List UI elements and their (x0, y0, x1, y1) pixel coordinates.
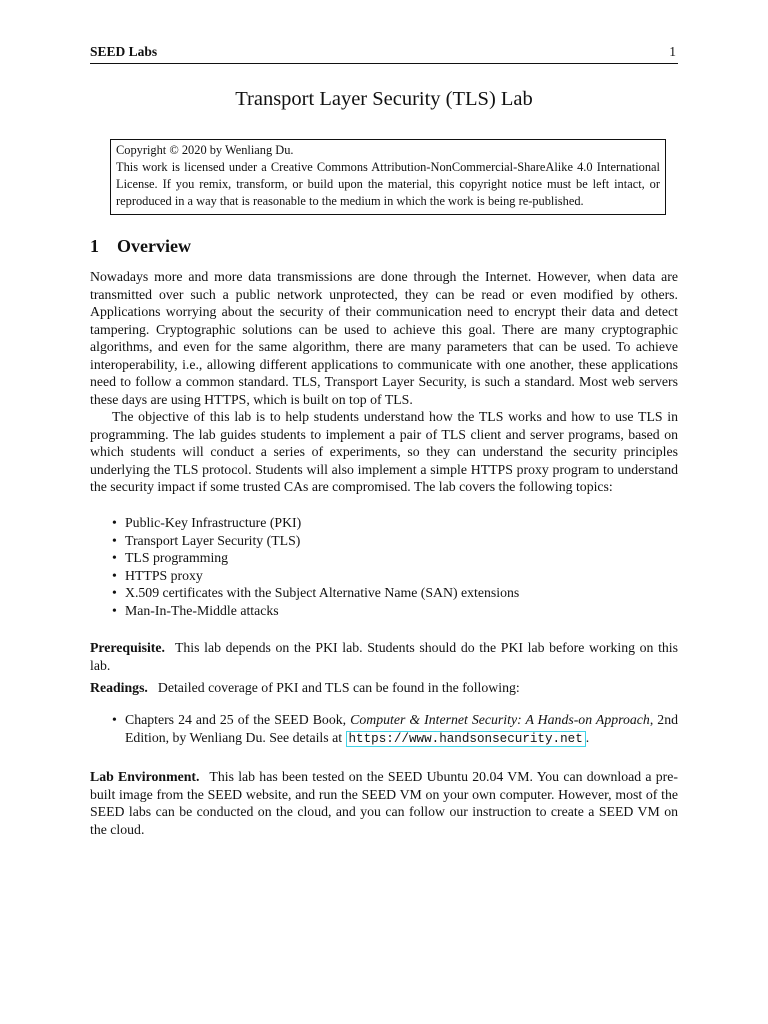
list-item (90, 602, 678, 620)
readings-label: Readings. (90, 680, 148, 695)
bullet-icon: • (112, 602, 117, 618)
readings-list (90, 711, 678, 748)
bullet-icon: • (112, 532, 117, 548)
bullet-icon: • (112, 515, 117, 530)
reading-suffix: , 2nd Edition, by Wenliang Du. See details at (125, 712, 679, 745)
list-item (90, 549, 678, 567)
page-header (90, 44, 678, 62)
reading-end: . (585, 729, 590, 745)
environment-label: Lab Environment. (90, 769, 200, 784)
overview-paragraph-1: Nowadays more and more data transmissions are done through the Internet. However, when data are transmitted over such a public network unprotected, they can be read or even modified by others. Applications worrying about the security of their communication need to encrypt their data and detect tampering. Cryptographic solutions can be used to achieve this goal. There are many cryptographic algorithms, and even for the same algorithm, there are many parameters that can be used. To achieve interoperability, i.e., allowing different applications to communicate with one another, these applications need to follow a common standard. TLS, Transport Layer Security, is such a standard. Most web servers these days are using HTTPS, which is built on top of TLS. (90, 269, 678, 407)
environment-paragraph (90, 768, 678, 838)
list-item (90, 567, 678, 585)
bullet-icon: • (112, 567, 117, 583)
list-item-text: Public-Key Infrastructure (PKI) (125, 515, 302, 530)
bullet-icon: • (112, 712, 117, 727)
book-title: Computer & Internet Security: A Hands-on Approach (350, 712, 650, 727)
overview-paragraph-2: The objective of this lab is to help students understand how the TLS works and how to use TLS in programming. The lab guides students to implement a pair of TLS client and server programs, based on which students will conduct a series of experiments, so they can understand the security principles underlying the TLS protocol. Students will also implement a simple HTTPS proxy program to understand the security impact if some trusted CAs are compromised. The lab covers the following topics: (90, 409, 678, 494)
section-heading (90, 236, 191, 257)
header-rule (90, 63, 678, 64)
book-website-link[interactable]: https://www.handsonsecurity.net (346, 731, 586, 747)
copyright-box (110, 139, 666, 215)
header-title: SEED Labs (90, 44, 158, 59)
topics-list-container (90, 514, 678, 619)
prerequisite-label: Prerequisite. (90, 640, 165, 655)
license-text: This work is licensed under a Creative Commons Attribution-NonCommercial-ShareAlike 4.0 International License. If you remix, transform, or build upon the material, this copyright notice must be left intact, or reproduced in a way that is reasonable to the medium in which the work is being re-published. (116, 160, 660, 208)
page-number: 1 (669, 44, 676, 59)
readings-text: Detailed coverage of PKI and TLS can be found in the following: (157, 680, 520, 695)
bullet-icon: • (112, 550, 117, 565)
prerequisite-text: This lab depends on the PKI lab. Students should do the PKI lab before working on this lab. (90, 640, 678, 673)
list-item-text: Man-In-The-Middle attacks (125, 602, 279, 618)
list-item (90, 584, 678, 602)
list-item (90, 711, 678, 748)
list-item-text: X.509 certificates with the Subject Alternative Name (SAN) extensions (125, 585, 520, 600)
list-item-text: TLS programming (125, 550, 229, 565)
prerequisite-paragraph (90, 639, 678, 674)
list-item-text: HTTPS proxy (125, 567, 203, 583)
list-item-text: Transport Layer Security (TLS) (125, 532, 301, 548)
list-item (90, 514, 678, 532)
readings-paragraph (90, 679, 678, 697)
document-title: Transport Layer Security (TLS) Lab (235, 88, 533, 110)
section-number: 1 (90, 236, 99, 256)
list-item (90, 532, 678, 550)
topics-list (90, 514, 678, 619)
reading-prefix: Chapters 24 and 25 of the SEED Book, (125, 712, 351, 727)
section-title: Overview (117, 236, 191, 256)
readings-list-container (90, 711, 678, 748)
environment-text: This lab has been tested on the SEED Ubuntu 20.04 VM. You can download a pre-built image from the SEED website, and run the SEED VM on your own computer. However, most of the SEED labs can be conducted on the cloud, and you can follow our instruction to create a SEED VM on the cloud. (90, 769, 678, 837)
bullet-icon: • (112, 585, 117, 600)
overview-body (90, 268, 678, 496)
copyright-line: Copyright © 2020 by Wenliang Du. (116, 143, 294, 157)
